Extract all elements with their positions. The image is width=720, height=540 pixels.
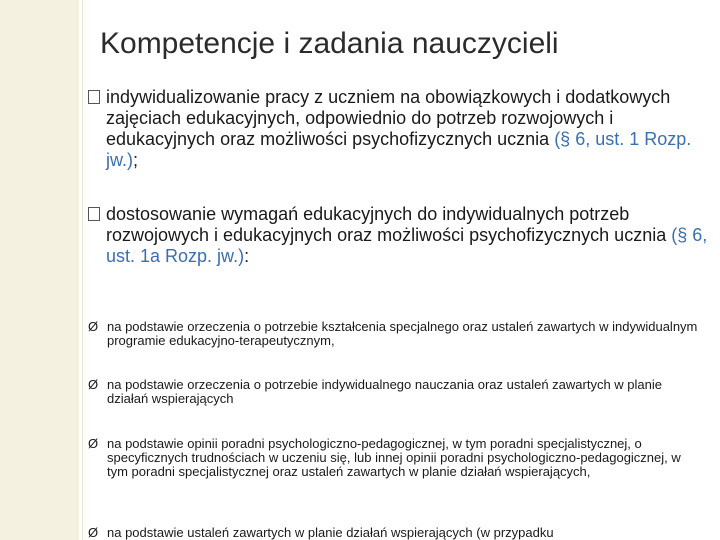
- side-divider: [79, 0, 81, 540]
- bullet-body-text: na obowiązkowych i dodatkowych zajęciach edukacyjnych, odpowiednio do potrzeb rozwojowych i edukacyjnych oraz możliwości psychofizycznych ucznia: [106, 87, 671, 149]
- sub-bullet-text: na podstawie opinii poradni psychologiczno-pedagogicznej, w tym poradni specjalistycznej, o specyficznych trudnościach w uczeniu się, lub innej opinii poradni psychologiczno-pedagogicznej, w tym poradni specjalistycznej oraz ustaleń zawartych w planie działań wspierających,: [107, 436, 681, 479]
- arrow-bullet-icon: Ø: [88, 319, 99, 334]
- legal-reference: (§ 6, ust. 1 Rozp. jw.): [106, 129, 692, 170]
- arrow-bullet-icon: Ø: [88, 377, 99, 392]
- bullet-adjustment: [88, 204, 708, 267]
- arrow-bullet-icon: Ø: [88, 436, 99, 451]
- bullet-body-text: do indywidualnych potrzeb rozwojowych i edukacyjnych oraz możliwości psychofizycznych ucznia: [106, 204, 672, 245]
- sub-bullet-text: na podstawie orzeczenia o potrzebie kształcenia specjalnego oraz ustaleń zawartych w indywidualnym programie edukacyjno-terapeutycznym,: [107, 319, 698, 348]
- sub-bullet-item: [88, 378, 698, 406]
- sub-bullet-text: na podstawie orzeczenia o potrzebie indywidualnego nauczania oraz ustaleń zawartych w planie działań wspierających: [107, 377, 663, 406]
- bullet-punctuation: ;: [133, 150, 139, 170]
- decorative-side-band: [0, 0, 80, 540]
- bullet-punctuation: :: [244, 246, 250, 266]
- sub-bullet-item: [88, 320, 698, 348]
- square-bullet-icon: [88, 90, 100, 104]
- sub-bullet-text: na podstawie ustaleń zawartych w planie działań wspierających (w przypadku: [107, 525, 554, 540]
- sub-bullet-item: [88, 526, 698, 540]
- bullet-lead-text: indywidualizowanie pracy z uczniem: [106, 87, 396, 107]
- square-bullet-icon: [88, 207, 100, 221]
- arrow-bullet-icon: Ø: [88, 525, 99, 540]
- bullet-lead-text: dostosowanie wymagań edukacyjnych: [106, 204, 413, 224]
- sub-bullet-item: [88, 437, 698, 479]
- legal-reference: (§ 6, ust. 1a Rozp. jw.): [106, 225, 708, 266]
- slide-title: Kompetencje i zadania nauczycieli: [100, 27, 559, 60]
- bullet-individualization: [88, 87, 708, 171]
- side-divider-thin: [82, 0, 83, 540]
